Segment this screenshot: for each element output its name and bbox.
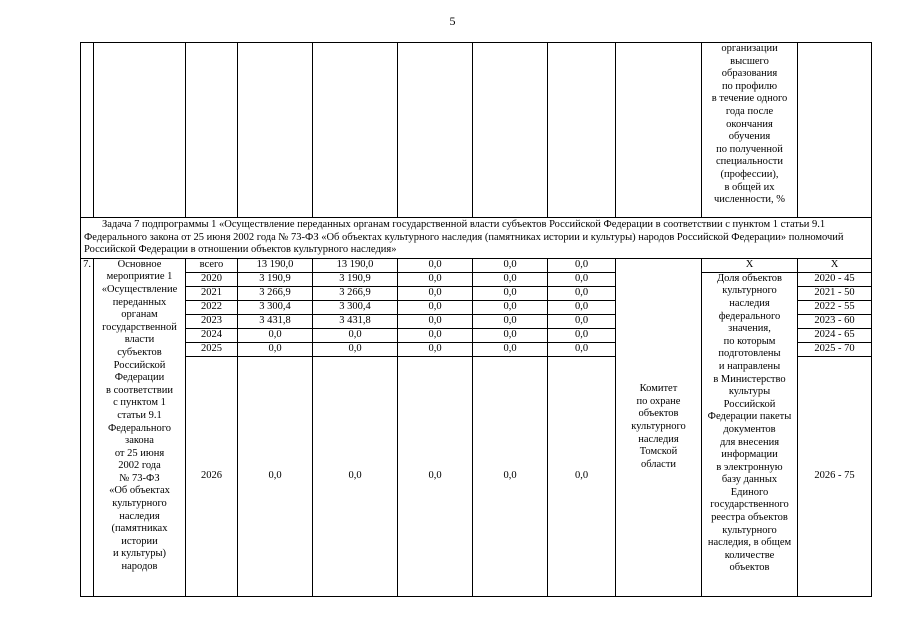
cell-empty [238, 43, 313, 218]
other-cell: 0,0 [548, 314, 616, 328]
local-cell: 0,0 [473, 328, 548, 342]
local-cell: 0,0 [473, 300, 548, 314]
measure-name: Основное мероприятие 1 «Осуществление переданных органам государственной власти субъектов Российской Федерации в соответствии с пунктом 1 статьи 9.1 Федерального закона от 25 июня 2002 года № 73-ФЗ «Об объектах культурного наследия (памятниках истории и культуры) народов [94, 258, 186, 596]
target-cell: 2021 - 50 [798, 286, 872, 300]
executor-cell: Комитет по охране объектов культурного наследия Томской области [616, 258, 702, 596]
federal-cell: 3 300,4 [313, 300, 398, 314]
federal-cell: 0,0 [313, 342, 398, 356]
cell-empty [94, 43, 186, 218]
cell-empty [798, 43, 872, 218]
total-cell: 0,0 [238, 342, 313, 356]
period-cell: 2025 [186, 342, 238, 356]
cell-empty [81, 43, 94, 218]
regional-cell: 0,0 [398, 258, 473, 272]
other-cell: 0,0 [548, 258, 616, 272]
other-cell: 0,0 [548, 272, 616, 286]
regional-cell: 0,0 [398, 286, 473, 300]
period-cell: 2022 [186, 300, 238, 314]
cell-empty [186, 43, 238, 218]
cell-empty [616, 43, 702, 218]
measure-number: 7. [81, 258, 94, 596]
federal-cell: 0,0 [313, 328, 398, 342]
regional-cell: 0,0 [398, 342, 473, 356]
local-cell: 0,0 [473, 272, 548, 286]
regional-cell: 0,0 [398, 356, 473, 596]
measure-row [81, 258, 872, 272]
regional-cell: 0,0 [398, 272, 473, 286]
regional-cell: 0,0 [398, 300, 473, 314]
regional-cell: 0,0 [398, 314, 473, 328]
total-cell: 3 266,9 [238, 286, 313, 300]
target-cell: 2022 - 55 [798, 300, 872, 314]
cell-empty [548, 43, 616, 218]
total-cell: 3 300,4 [238, 300, 313, 314]
task-row [81, 218, 872, 259]
period-cell: 2026 [186, 356, 238, 596]
federal-cell: 13 190,0 [313, 258, 398, 272]
federal-cell: 0,0 [313, 356, 398, 596]
federal-cell: 3 431,8 [313, 314, 398, 328]
measure-row [81, 272, 872, 286]
local-cell: 0,0 [473, 258, 548, 272]
total-cell: 0,0 [238, 356, 313, 596]
cell-empty [473, 43, 548, 218]
page-number: 5 [449, 14, 456, 28]
other-cell: 0,0 [548, 286, 616, 300]
local-cell: 0,0 [473, 342, 548, 356]
indicator-name: Доля объектов культурного наследия федерального значения, по которым подготовлены и направлены в Министерство культуры Российской Федерации пакеты документов для внесения информации в электронную базу данных Единого государственного реестра объектов культурного наследия, в общем количестве объектов [702, 272, 798, 596]
x-mark: X [798, 258, 872, 272]
period-cell: всего [186, 258, 238, 272]
other-cell: 0,0 [548, 328, 616, 342]
total-cell: 3 431,8 [238, 314, 313, 328]
task-heading: Задача 7 подпрограммы 1 «Осуществление переданных органам государственной власти субъектов Российской Федерации в соответствии с пунктом 1 статьи 9.1 Федерального закона от 25 июня 2002 года № 73-ФЗ «Об объектах культурного наследия (памятниках истории и культуры) народов Российской Федерации» полномочий Российской Федерации в отношении объектов культурного наследия» [81, 218, 872, 259]
indicator-continuation: организации высшего образования по профилю в течение одного года после окончания обучения по полученной специальности (профессии), в общей их численности, % [702, 43, 798, 218]
cell-empty [313, 43, 398, 218]
target-cell: 2020 - 45 [798, 272, 872, 286]
other-cell: 0,0 [548, 356, 616, 596]
total-cell: 13 190,0 [238, 258, 313, 272]
federal-cell: 3 266,9 [313, 286, 398, 300]
cell-empty [398, 43, 473, 218]
target-cell: 2023 - 60 [798, 314, 872, 328]
period-cell: 2021 [186, 286, 238, 300]
x-mark: X [702, 258, 798, 272]
total-cell: 0,0 [238, 328, 313, 342]
federal-cell: 3 190,9 [313, 272, 398, 286]
other-cell: 0,0 [548, 300, 616, 314]
period-cell: 2020 [186, 272, 238, 286]
regional-cell: 0,0 [398, 328, 473, 342]
period-cell: 2023 [186, 314, 238, 328]
other-cell: 0,0 [548, 342, 616, 356]
target-cell: 2024 - 65 [798, 328, 872, 342]
total-cell: 3 190,9 [238, 272, 313, 286]
local-cell: 0,0 [473, 356, 548, 596]
local-cell: 0,0 [473, 314, 548, 328]
period-cell: 2024 [186, 328, 238, 342]
program-table [80, 42, 872, 597]
local-cell: 0,0 [473, 286, 548, 300]
target-cell: 2025 - 70 [798, 342, 872, 356]
target-cell: 2026 - 75 [798, 356, 872, 596]
continuation-row [81, 43, 872, 218]
